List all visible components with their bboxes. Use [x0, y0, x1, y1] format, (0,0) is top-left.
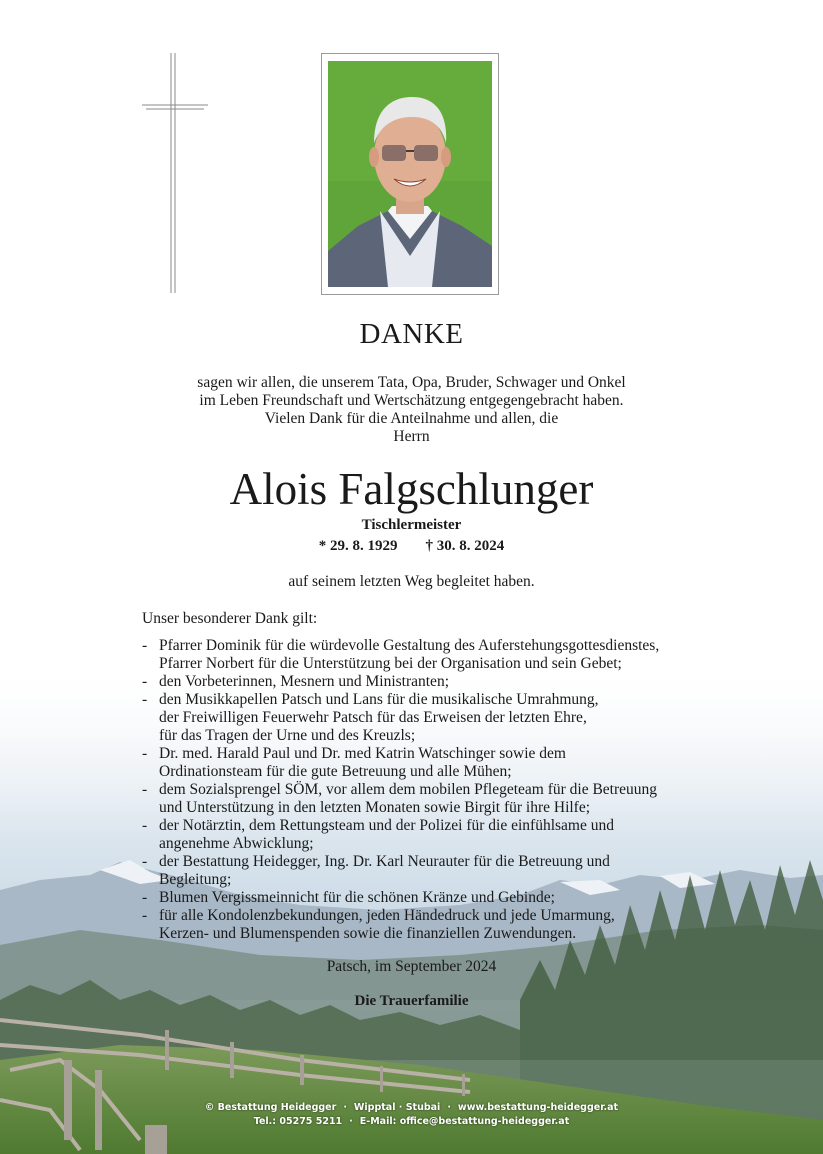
list-dash: - [142, 745, 148, 762]
thanks-item-line: Pfarrer Dominik für die würdevolle Gestaltung des Auferstehungsgottesdienstes, [159, 637, 660, 654]
thanks-item [142, 691, 702, 745]
intro-line: sagen wir allen, die unserem Tata, Opa, Bruder, Schwager und Onkel [197, 374, 626, 391]
footer-locations: Wipptal · Stubai [353, 1102, 441, 1113]
thanks-item [142, 673, 702, 691]
thanks-item-line: der Notärztin, dem Rettungsteam und der Polizei für die einfühlsame und [159, 817, 614, 834]
footer-separator: · [447, 1102, 451, 1113]
thanks-item-line: der Freiwilligen Feuerwehr Patsch für das Erweisen der letzten Ehre, [159, 709, 587, 726]
list-dash: - [142, 853, 148, 870]
thanks-item-line: der Bestattung Heidegger, Ing. Dr. Karl Neurauter für die Betreuung und [159, 853, 610, 870]
list-dash: - [142, 673, 148, 690]
thanks-item [142, 745, 702, 781]
thanks-item-line: Kerzen- und Blumenspenden sowie die finanziellen Zuwendungen. [159, 925, 577, 942]
intro-text [0, 374, 823, 446]
list-dash: - [142, 889, 148, 906]
thanks-item-line: Begleitung; [159, 871, 232, 888]
thanks-item-line: den Vorbeterinnen, Mesnern und Ministranten; [159, 673, 449, 690]
thanks-item [142, 889, 702, 907]
life-dates [0, 538, 823, 555]
thanks-item [142, 853, 702, 889]
footer-website[interactable]: www.bestattung-heidegger.at [457, 1102, 619, 1113]
thanks-item-line: dem Sozialsprengel SÖM, vor allem dem mobilen Pflegeteam für die Betreuung [159, 781, 658, 798]
list-dash: - [142, 781, 148, 798]
footer-phone: Tel.: 05275 5211 [253, 1116, 343, 1127]
portrait-photo [328, 61, 492, 287]
deceased-name: Alois Falgschlunger [229, 464, 594, 514]
thanks-heading: Unser besonderer Dank gilt: [142, 610, 318, 627]
thanks-item [142, 637, 702, 673]
thanks-item [142, 817, 702, 853]
intro-line: Vielen Dank für die Anteilnahme und allen, die [264, 410, 559, 427]
footer-company: © Bestattung Heidegger [204, 1102, 337, 1113]
thanks-item-line: angenehme Abwicklung; [159, 835, 314, 852]
portrait-illustration [328, 61, 492, 287]
thanks-item-line: Dr. med. Harald Paul und Dr. med Katrin Watschinger sowie dem [159, 745, 566, 762]
intro-line: im Leben Freundschaft und Wertschätzung entgegengebracht haben. [199, 392, 624, 409]
thanks-item-line: den Musikkapellen Patsch und Lans für die musikalische Umrahmung, [159, 691, 599, 708]
thanks-item-line: für das Tragen der Urne und des Kreuzls; [159, 727, 416, 744]
list-dash: - [142, 907, 148, 924]
intro-line: Herrn [393, 428, 430, 445]
thanks-list [142, 637, 702, 943]
deceased-profession: Tischlermeister [361, 517, 462, 533]
signature: Die Trauerfamilie [354, 993, 469, 1009]
portrait-frame [321, 53, 499, 295]
cross-icon [140, 53, 210, 293]
footer-line-2 [0, 1116, 823, 1127]
footer-separator: · [343, 1102, 347, 1113]
thanks-item-line: Ordinationsteam für die gute Betreuung und alle Mühen; [159, 763, 512, 780]
heading-danke: DANKE [359, 318, 464, 350]
place-date: Patsch, im September 2024 [326, 958, 497, 975]
list-dash: - [142, 817, 148, 834]
closing-line: auf seinem letzten Weg begleitet haben. [288, 573, 535, 590]
list-dash: - [142, 691, 148, 708]
thanks-item-line: für alle Kondolenzbekundungen, jeden Händedruck und jede Umarmung, [159, 907, 615, 924]
birth-date: * 29. 8. 1929 [318, 538, 398, 554]
death-date: † 30. 8. 2024 [425, 538, 505, 554]
thanks-item-line: und Unterstützung in den letzten Monaten sowie Birgit für ihre Hilfe; [159, 799, 591, 816]
thanks-item-line: Blumen Vergissmeinnicht für die schönen Kränze und Gebinde; [159, 889, 555, 906]
footer-line-1 [0, 1102, 823, 1113]
footer-email[interactable]: E-Mail: office@bestattung-heidegger.at [359, 1116, 570, 1127]
thanks-item-line: Pfarrer Norbert für die Unterstützung bei der Organisation und sein Gebet; [159, 655, 622, 672]
list-dash: - [142, 637, 148, 654]
thanks-item [142, 781, 702, 817]
thanks-item [142, 907, 702, 943]
footer-separator: · [349, 1116, 353, 1127]
